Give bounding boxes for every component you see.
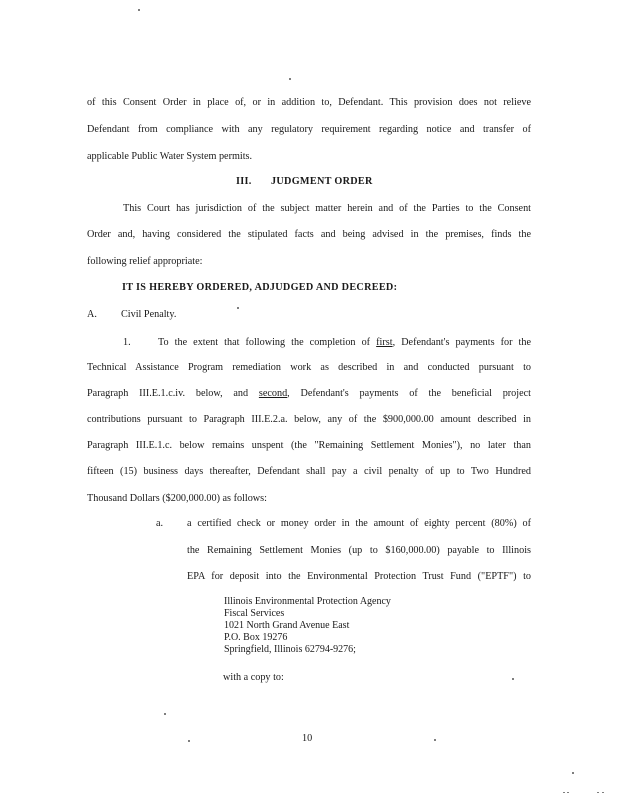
scan-speck	[434, 739, 436, 741]
address-line: 1021 North Grand Avenue East	[224, 620, 350, 631]
scan-speck	[567, 792, 569, 793]
scan-speck	[188, 740, 190, 742]
page-number: 10	[302, 733, 313, 744]
body-text-line: of this Consent Order in place of, or in addition to, Defendant. This provision does not relieve	[87, 97, 531, 108]
scan-speck	[289, 78, 291, 80]
underlined-word: second	[258, 388, 288, 399]
text-run: , Defendant's payments of the beneficial project	[287, 388, 531, 399]
body-text-line: Technical Assistance Program remediation work as described in and conducted pursuant to	[87, 362, 531, 373]
body-text-line: fifteen (15) business days thereafter, Defendant shall pay a civil penalty of up to Two Hundred	[87, 466, 531, 477]
text-run: Paragraph III.E.1.c.iv. below, and	[87, 388, 259, 399]
subitem-letter: a.	[156, 518, 164, 529]
scan-speck	[138, 9, 140, 11]
body-text-line: Thousand Dollars ($200,000.00) as follows:	[87, 493, 267, 504]
text-run: To the extent that following the completion of	[158, 337, 377, 348]
copy-to-label: with a copy to:	[223, 672, 284, 683]
section-number: III.	[236, 176, 252, 187]
body-text-line: This Court has jurisdiction of the subject matter herein and of the Parties to the Consent	[123, 203, 531, 214]
body-text-line: Paragraph III.E.1.c. below remains unspent (the "Remaining Settlement Monies"), no later than	[87, 440, 531, 451]
body-text-line: EPA for deposit into the Environmental Protection Trust Fund ("EPTF") to	[187, 571, 531, 582]
address-line: Illinois Environmental Protection Agency	[224, 596, 391, 607]
body-text-line	[87, 388, 531, 400]
body-text-line: contributions pursuant to Paragraph III.E.2.a. below, any of the $900,000.00 amount described in	[87, 414, 531, 425]
address-line: Fiscal Services	[224, 608, 285, 619]
body-text-line	[158, 337, 531, 349]
body-text-line: a certified check or money order in the amount of eighty percent (80%) of	[187, 518, 531, 529]
scan-speck	[512, 678, 514, 680]
scan-speck	[563, 792, 565, 793]
body-text-line: following relief appropriate:	[87, 256, 203, 267]
scan-speck	[572, 772, 574, 774]
subsection-title: Civil Penalty.	[121, 309, 177, 320]
scan-speck	[602, 792, 604, 793]
scan-speck	[597, 792, 599, 793]
body-text-line: the Remaining Settlement Monies (up to $160,000.00) payable to Illinois	[187, 545, 531, 556]
section-title: JUDGMENT ORDER	[271, 176, 373, 187]
address-line: Springfield, Illinois 62794-9276;	[224, 644, 356, 655]
body-text-line: Order and, having considered the stipulated facts and being advised in the premises, finds the	[87, 229, 531, 240]
scan-speck	[164, 713, 166, 715]
subsection-letter: A.	[87, 309, 97, 320]
address-line: P.O. Box 19276	[224, 632, 288, 643]
body-text-line: Defendant from compliance with any regulatory requirement regarding notice and transfer of	[87, 124, 531, 135]
underlined-word: first	[376, 337, 393, 348]
body-text-line: applicable Public Water System permits.	[87, 151, 253, 162]
scan-speck	[237, 307, 239, 309]
text-run: , Defendant's payments for the	[392, 337, 531, 348]
ordered-heading: IT IS HEREBY ORDERED, ADJUDGED AND DECREED:	[122, 282, 398, 293]
item-number: 1.	[123, 337, 131, 348]
